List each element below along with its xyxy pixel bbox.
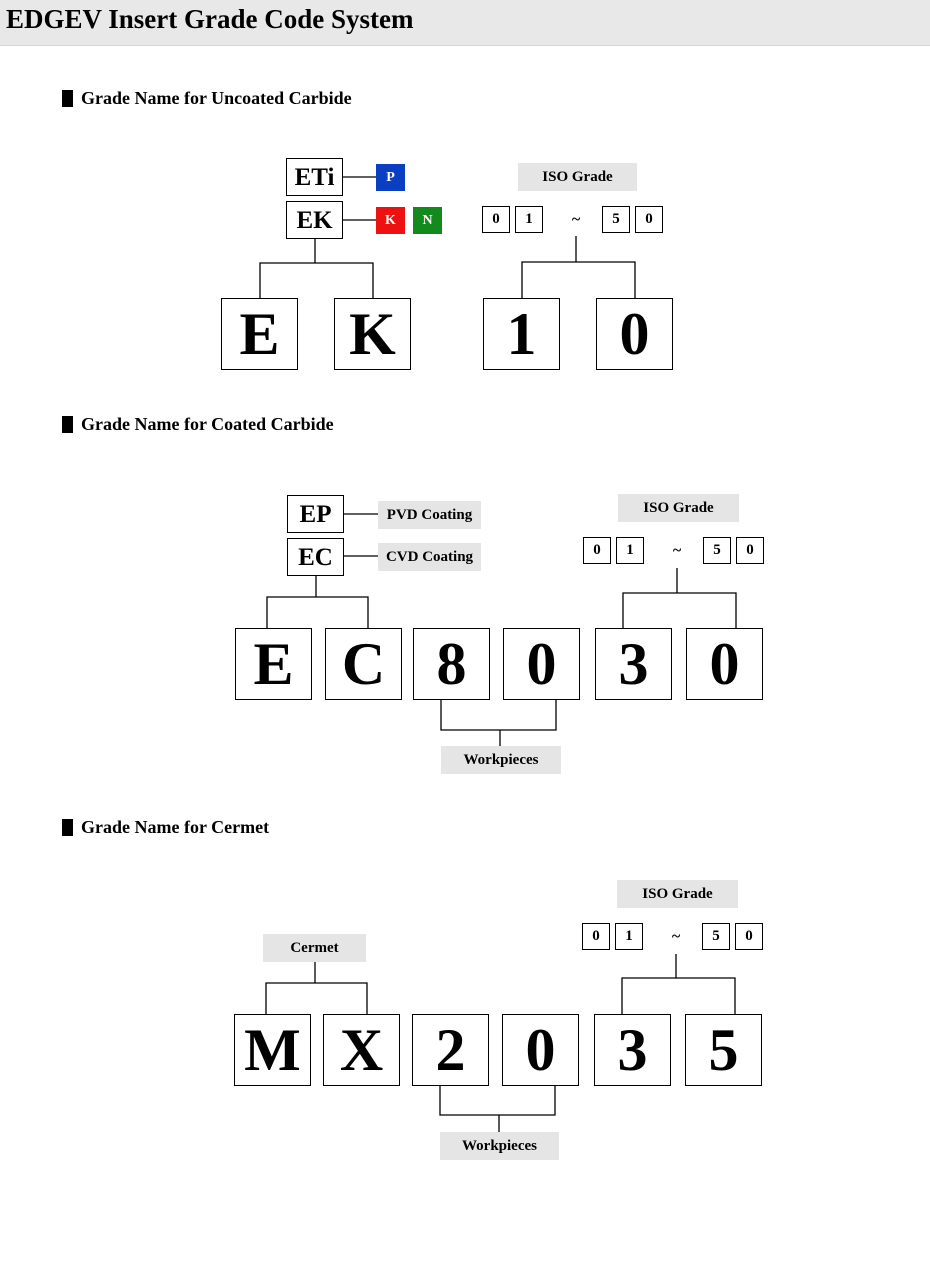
iso-grade-label-2: ISO Grade: [618, 494, 739, 522]
bracket-iso-3: [622, 978, 735, 1014]
chip-p-label: P: [386, 169, 395, 185]
iso-digit-to-1: 0: [735, 923, 763, 950]
code-digit-4: 5: [685, 1014, 762, 1086]
iso-range-separator: ~: [571, 210, 581, 228]
chip-n: [413, 207, 442, 234]
workpieces-label-3: Workpieces: [440, 1132, 559, 1160]
iso-digit-from-0: 0: [482, 206, 510, 233]
iso-range-separator: ~: [672, 541, 682, 559]
section-heading-coated: [62, 414, 334, 434]
section-heading-text: Grade Name for Uncoated Carbide: [81, 87, 352, 108]
chip-n-label: N: [422, 212, 433, 228]
bracket-ec: [267, 597, 368, 628]
section-heading-cermet: [62, 817, 269, 837]
bullet-square-icon: [62, 416, 73, 433]
iso-digit-from-1: 1: [615, 923, 643, 950]
code-digit-3: 3: [594, 1014, 671, 1086]
series-box-ek: EK: [286, 201, 343, 239]
bracket-iso-2: [623, 593, 736, 628]
code-letter-2: X: [323, 1014, 400, 1086]
code-digit-2: 0: [502, 1014, 579, 1086]
cermet-label: Cermet: [263, 934, 366, 962]
iso-digit-from-0: 0: [582, 923, 610, 950]
chip-p: [376, 164, 405, 191]
iso-digit-to-0: 5: [602, 206, 630, 233]
iso-grade-label-3: ISO Grade: [617, 880, 738, 908]
iso-digit-to-1: 0: [635, 206, 663, 233]
iso-digit-from-1: 1: [616, 537, 644, 564]
code-digit-2: 0: [503, 628, 580, 700]
iso-digit-from-1: 1: [515, 206, 543, 233]
workpieces-label-2: Workpieces: [441, 746, 561, 774]
code-digit-2: 0: [596, 298, 673, 370]
code-letter-1: E: [235, 628, 312, 700]
pvd-coating-label: PVD Coating: [378, 501, 481, 529]
chip-k-label: K: [385, 212, 396, 228]
iso-grade-label-1: ISO Grade: [518, 163, 637, 191]
bullet-square-icon: [62, 90, 73, 107]
iso-digit-from-0: 0: [583, 537, 611, 564]
section-heading-text: Grade Name for Cermet: [81, 816, 270, 837]
iso-digit-to-0: 5: [703, 537, 731, 564]
series-box-eti: ETi: [286, 158, 343, 196]
chip-k: [376, 207, 405, 234]
bullet-square-icon: [62, 819, 73, 836]
cvd-coating-label: CVD Coating: [378, 543, 481, 571]
code-digit-1: 1: [483, 298, 560, 370]
code-digit-1: 2: [412, 1014, 489, 1086]
code-digit-4: 0: [686, 628, 763, 700]
bracket-iso-1: [522, 262, 635, 298]
code-letter-1: M: [234, 1014, 311, 1086]
series-box-ep: EP: [287, 495, 344, 533]
code-letter-1: E: [221, 298, 298, 370]
iso-digit-to-1: 0: [736, 537, 764, 564]
series-box-ec: EC: [287, 538, 344, 576]
page-title: EDGEV Insert Grade Code System: [6, 4, 414, 34]
bracket-workpieces-3: [440, 1086, 555, 1115]
code-digit-3: 3: [595, 628, 672, 700]
bracket-cermet: [266, 983, 367, 1014]
section-heading-uncoated: [62, 88, 352, 108]
iso-digit-to-0: 5: [702, 923, 730, 950]
code-letter-2: K: [334, 298, 411, 370]
code-letter-2: C: [325, 628, 402, 700]
bracket-ek: [260, 263, 373, 298]
section-heading-text: Grade Name for Coated Carbide: [81, 413, 334, 434]
bracket-workpieces-2: [441, 700, 556, 730]
iso-range-separator: ~: [671, 927, 681, 945]
code-digit-1: 8: [413, 628, 490, 700]
